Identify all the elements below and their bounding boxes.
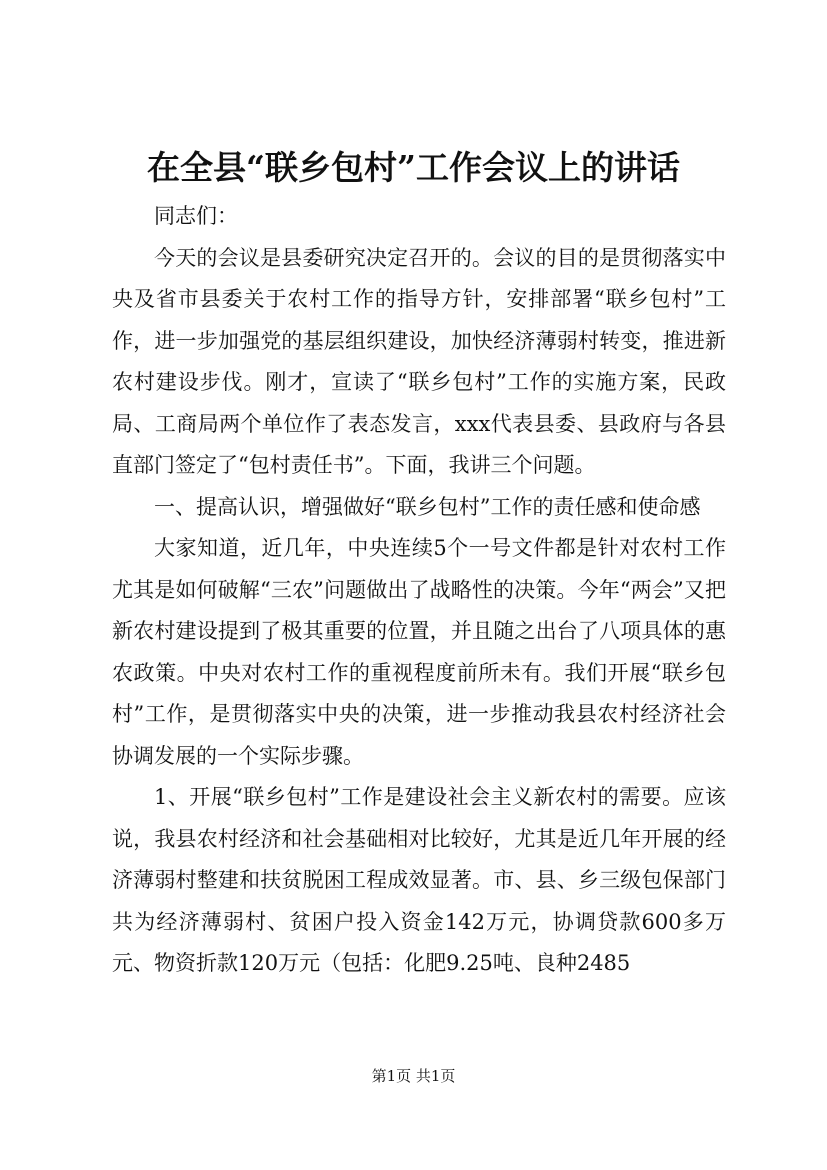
body-paragraph: 今天的会议是县委研究决定召开的。会议的目的是贯彻落实中央及省市县委关于农村工作的指导方针，安排部署“联乡包村”工作，进一步加强党的基层组织建设，加快经济薄弱村转变，推进新农村建设步伐。刚才，宣读了“联乡包村”工作的实施方案，民政局、工商局两个单位作了表态发言，xxx代表县委、县政府与各县直部门签定了“包村责任书”。下面，我讲三个问题。 [112, 245, 726, 477]
body-paragraph: 1、开展“联乡包村”工作是建设社会主义新农村的需要。应该说，我县农村经济和社会基础相对比较好，尤其是近几年开展的经济薄弱村整建和扶贫脱困工程成效显著。市、县、乡三级包保部门共为经济薄弱村、贫困户投入资金142万元，协调贷款600多万元、物资折款120万元（包括：化肥9.25吨、良种2485 [112, 785, 726, 975]
page-footer: 第1页 共1页 [371, 1067, 456, 1085]
section-heading-paragraph: 一、提高认识，增强做好“联乡包村”工作的责任感和使命感 [154, 494, 701, 519]
document-body [112, 196, 726, 985]
document-title: 在全县“联乡包村”工作会议上的讲话 [147, 148, 680, 187]
salutation-paragraph: 同志们： [154, 204, 238, 228]
body-paragraph: 大家知道，近几年，中央连续5个一号文件都是针对农村工作尤其是如何破解“三农”问题做出了战略性的决策。今年“两会”又把新农村建设提到了极其重要的位置，并且随之出台了八项具体的惠农政策。中央对农村工作的重视程度前所未有。我们开展“联乡包村”工作，是贯彻落实中央的决策，进一步推动我县农村经济社会协调发展的一个实际步骤。 [112, 536, 726, 768]
